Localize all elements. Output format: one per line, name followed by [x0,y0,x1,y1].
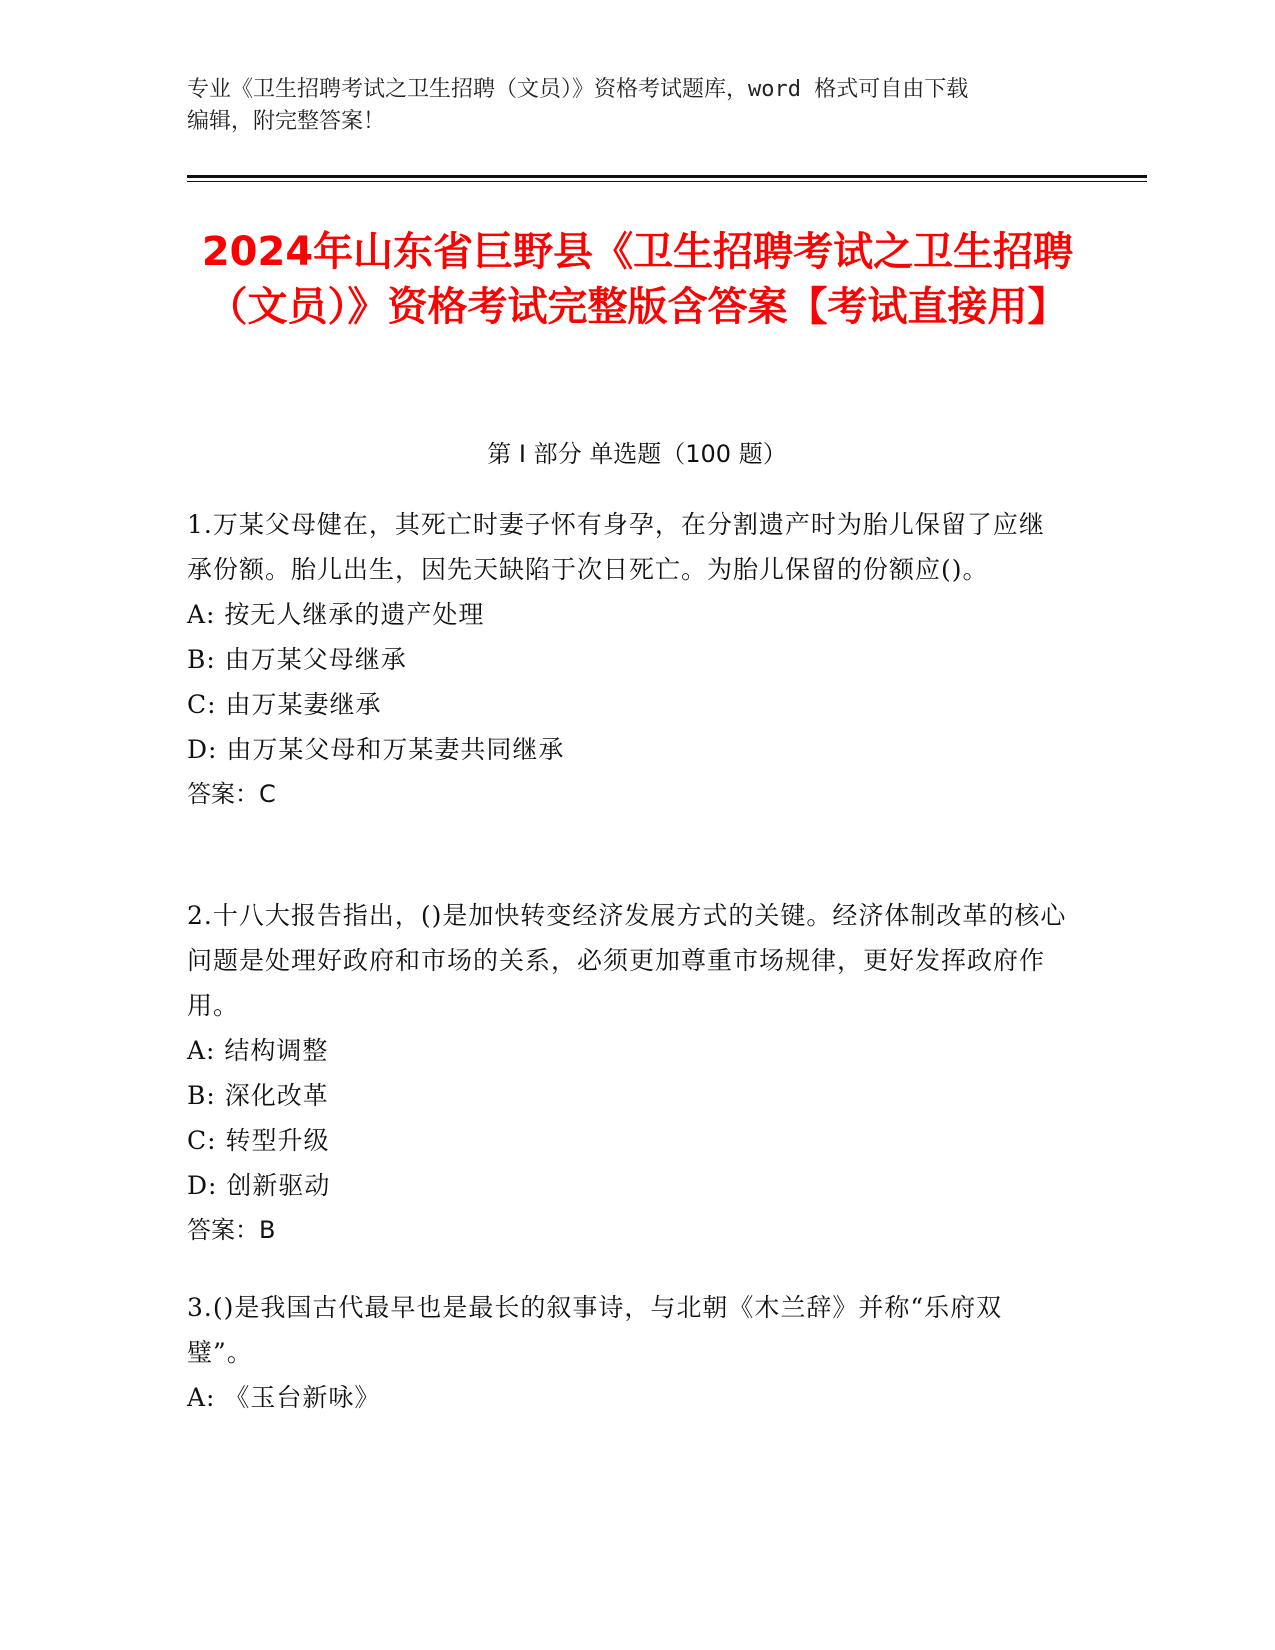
answer: 答案：B [187,1216,276,1244]
option-d: D: 创新驱动 [187,1171,331,1200]
document-title: 2024年山东省巨野县《卫生招聘考试之卫生招聘（文员）》资格考试完整版含答案【考试直接用】 [201,229,1074,330]
question-stem: 1.万某父母健在，其死亡时妻子怀有身孕，在分割遗产时为胎儿保留了应继承份额。胎儿出生，因先天缺陷于次日死亡。为胎儿保留的份额应()。 [187,510,1045,584]
option-c: C: 由万某妻继承 [187,690,382,719]
question-stem: 2.十八大报告指出，()是加快转变经济发展方式的关键。经济体制改革的核心问题是处理好政府和市场的关系，必须更加尊重市场规律，更好发挥政府作用。 [187,901,1067,1020]
option-d: D: 由万某父母和万某妻共同继承 [187,735,565,764]
section-heading: 第 I 部分 单选题（100 题） [487,440,787,468]
option-b: B: 深化改革 [187,1081,329,1110]
option-c: C: 转型升级 [187,1126,330,1155]
answer: 答案：C [187,780,276,808]
question-2 [187,893,1067,1253]
question-stem: 3.()是我国古代最早也是最长的叙事诗，与北朝《木兰辞》并称“乐府双璧”。 [187,1293,1003,1367]
header-divider-thin [187,181,1147,182]
option-a: A: 结构调整 [187,1036,329,1065]
header-divider-thick [187,175,1147,178]
question-3 [187,1285,1067,1420]
option-a: A: 按无人继承的遗产处理 [187,600,485,629]
header-note [187,74,1067,138]
option-b: B: 由万某父母继承 [187,645,407,674]
header-note-line2: 编辑，附完整答案！ [187,109,386,134]
option-a: A: 《玉台新咏》 [187,1383,381,1412]
question-1 [187,502,1067,817]
header-note-line1: 专业《卫生招聘考试之卫生招聘（文员）》资格考试题库，word 格式可自由下载 [187,77,969,102]
